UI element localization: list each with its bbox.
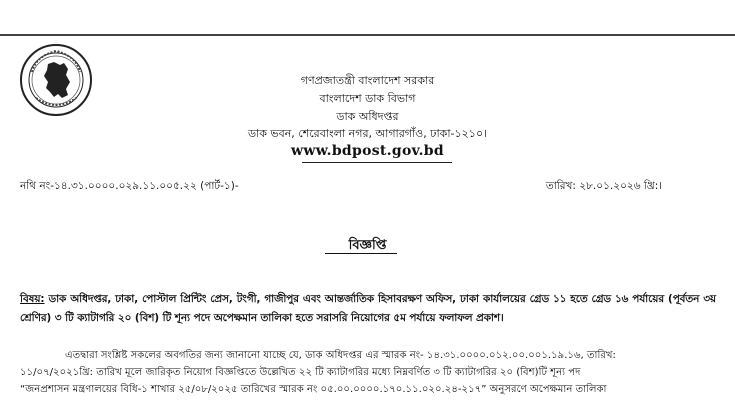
- body-line: “জনপ্রশাসন মন্ত্রণালয়ের বিধি-১ শাখার ২৫/০৮/২০২৫ তারিখের স্মারক নং ০৫.০০.০০০০.১৭০.১১.০২০.২৪-২১৭” অনুসরণে অপেক্ষমান তালিকা: [20, 384, 607, 395]
- header-government: গণপ্রজাতন্ত্রী বাংলাদেশ সরকার: [300, 74, 435, 87]
- memo-number: নথি নং-১৪.৩১.০০০০.০২৯.১১.০০৫.২২ (পার্ট-১)-: [20, 180, 239, 192]
- website-underline: [302, 162, 452, 163]
- body-paragraph: [20, 347, 720, 398]
- body-line: ১১/০৭/২০২১খ্রি: তারিখ মূলে জারিকৃত নিয়োগ বিজ্ঞপ্তিতে উল্লেখিত ২২ টি ক্যাটাগরির মধ্যে নিম্নবর্ণিত ৩ টি ক্যাটাগরির ২০ (বিশ)টি শূন্য পদ: [20, 367, 581, 378]
- notice-title: বিজ্ঞপ্তি: [348, 238, 387, 253]
- subject-label: বিষয়:: [20, 293, 45, 305]
- website-link[interactable]: www.bdpost.gov.bd: [291, 143, 444, 159]
- subject-paragraph: [20, 290, 716, 328]
- memo-date: তারিখ: ২৮.০১.২০২৬ খ্রি:।: [545, 180, 662, 192]
- title-underline: [325, 253, 397, 254]
- header-address: ডাক ভবন, শেরেবাংলা নগর, আগারগাঁও, ঢাকা-১২১০।: [247, 127, 488, 140]
- header-department: বাংলাদেশ ডাক বিভাগ: [319, 92, 416, 105]
- body-line: এতদ্বারা সংশ্লিষ্ট সকলের অবগতির জন্য জানানো যাচ্ছে যে, ডাক অধিদপ্তর এর স্মারক নং- ১৪.৩১.০০০০.০১২.০০.০০১.১৯.১৬, তারিখ:: [65, 350, 616, 361]
- top-rule: [0, 34, 735, 36]
- subject-text: ডাক অধিদপ্তর, ঢাকা, পোস্টাল প্রিন্টিং প্রেস, টংগী, গাজীপুর এবং আন্তর্জাতিক হিসাবরক্ষণ অফিস, ঢাকা কার্যালয়ের গ্রেড ১১ হতে গ্রেড ১৬ পর্যায়ের (পূর্বতন ৩য় শ্রেণির) ৩ টি ক্যাটাগরি ২০ (বিশ) টি শূন্য পদে অপেক্ষমান তালিকা হতে সরাসরি নিয়োগের ৫ম পর্যায়ে ফলাফল প্রকাশ।: [20, 293, 716, 324]
- header-directorate: ডাক অধিদপ্তর: [336, 110, 399, 123]
